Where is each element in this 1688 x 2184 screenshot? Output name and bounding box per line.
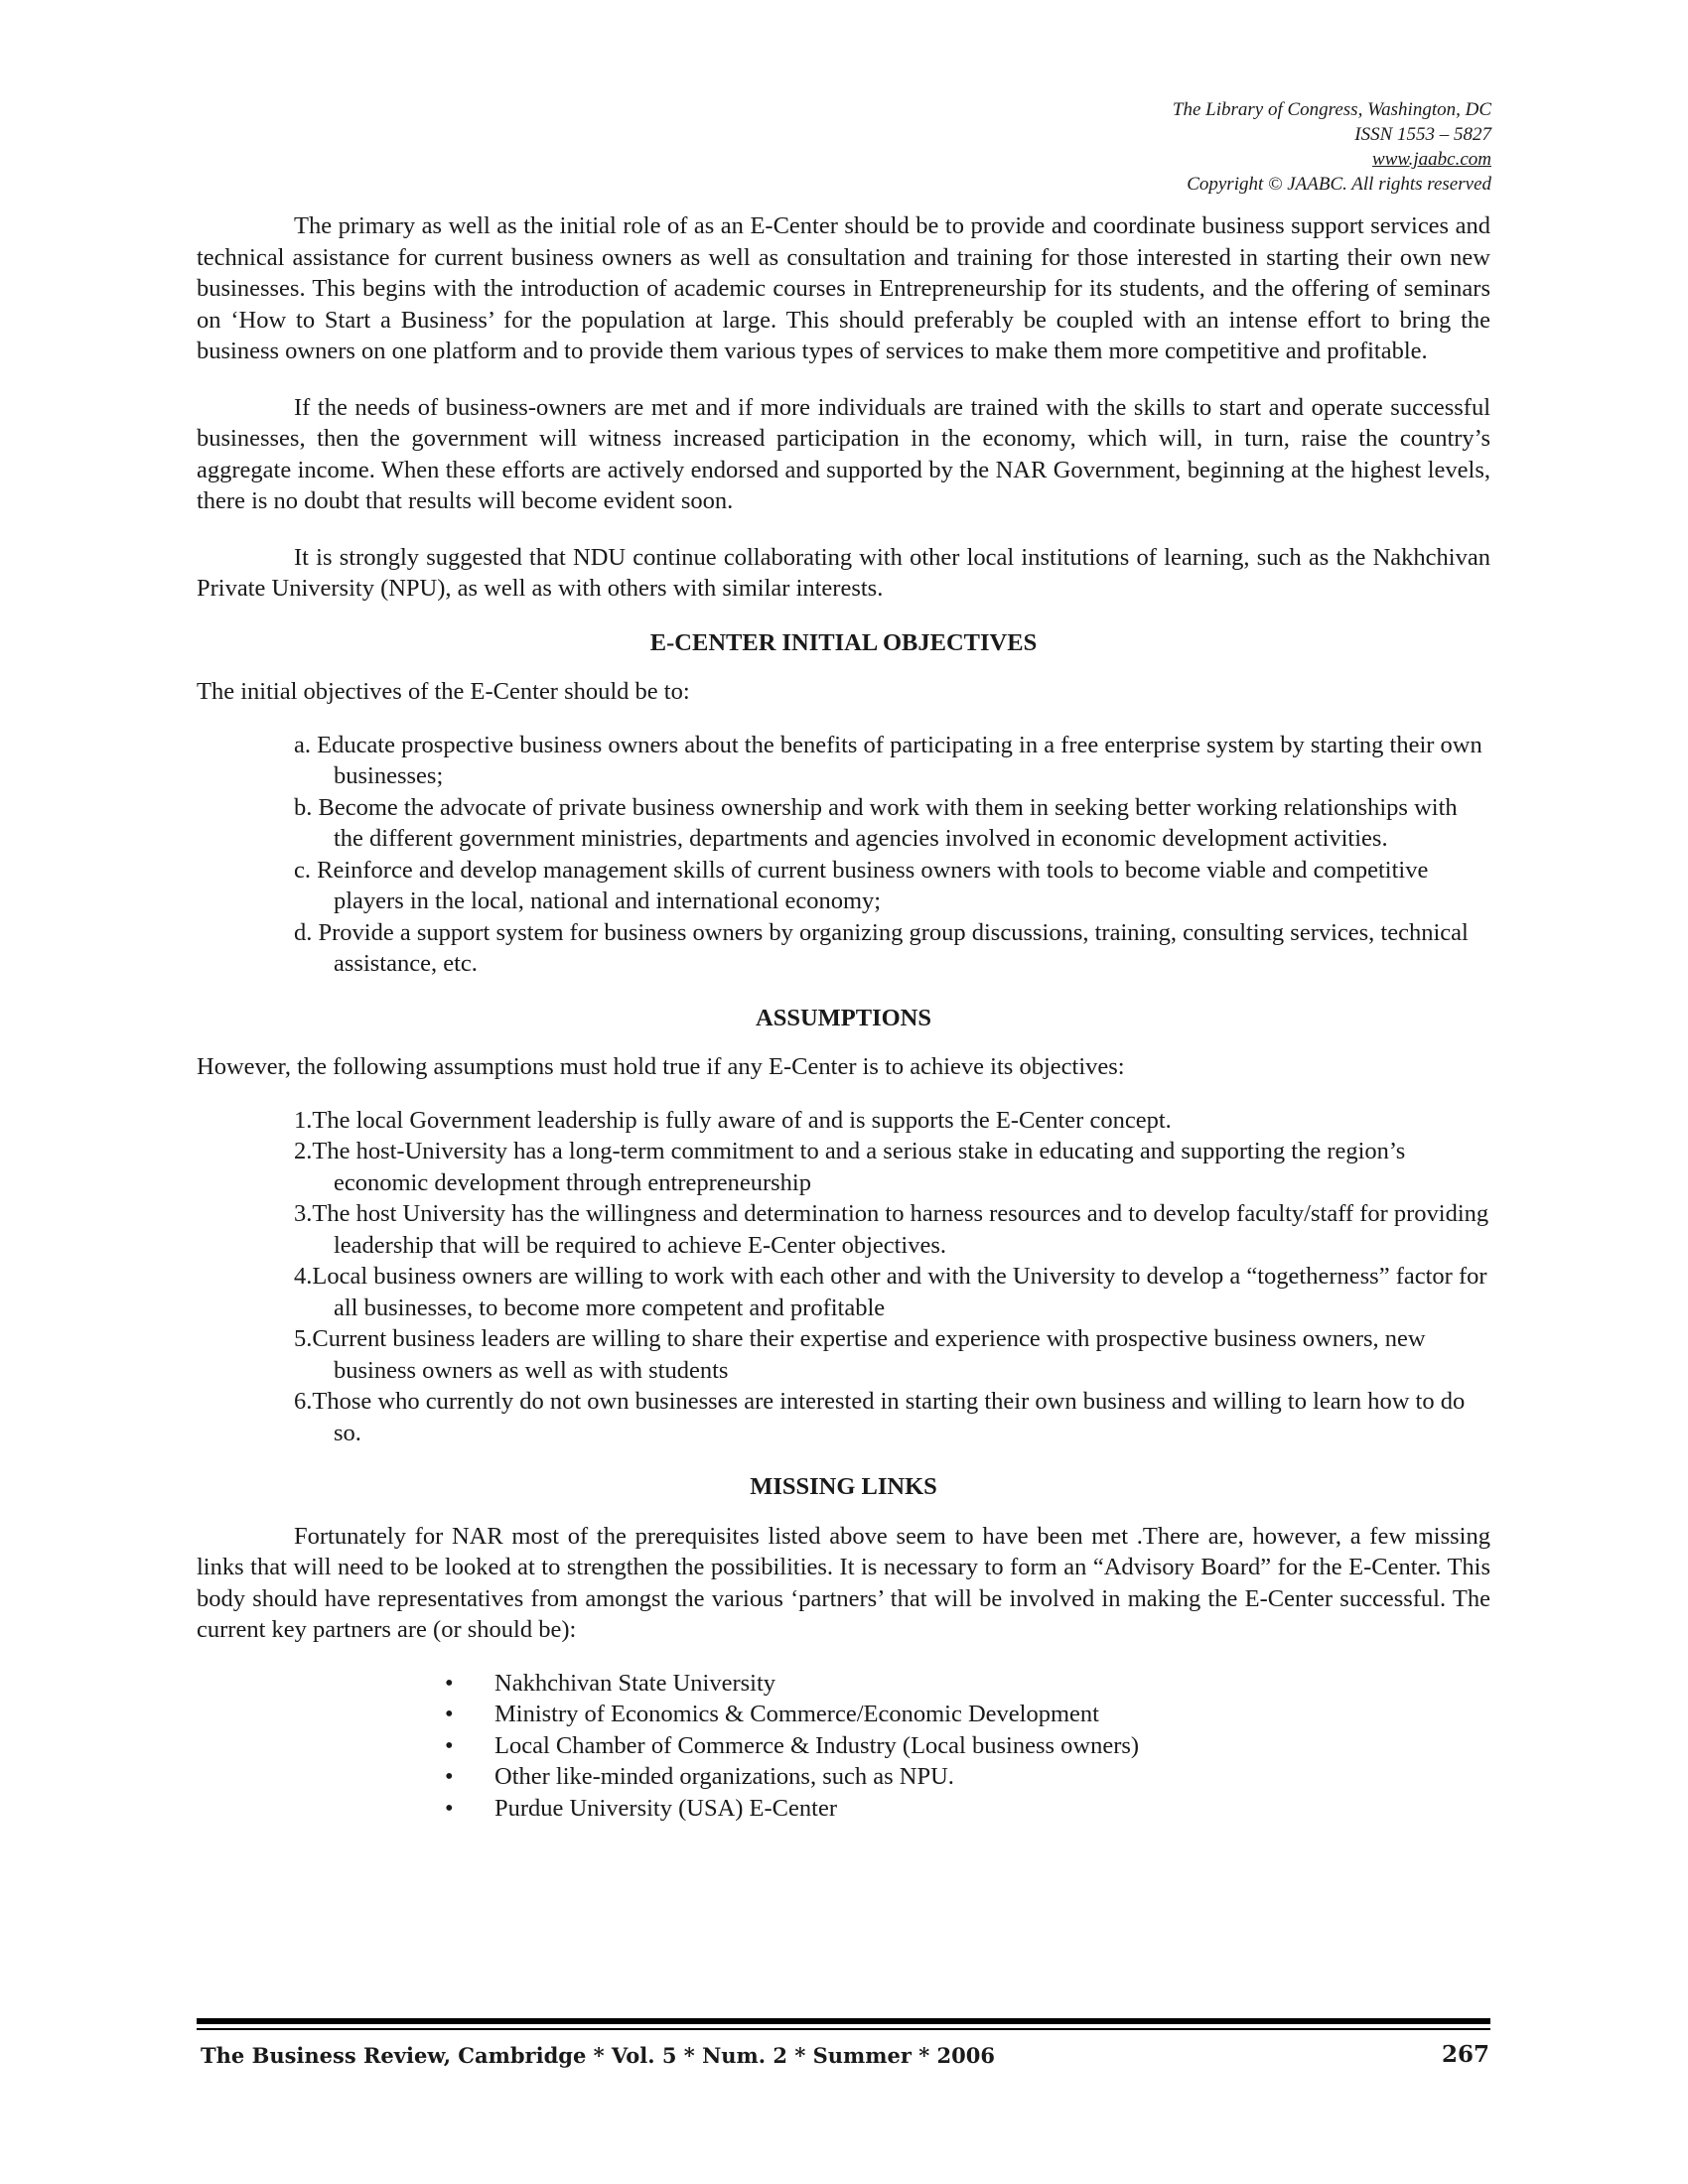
assumptions-list <box>197 1105 1490 1449</box>
footer-page-number: 267 <box>1441 2041 1489 2068</box>
partner-item <box>197 1699 1490 1730</box>
partner-label: Other like-minded organizations, such as NPU. <box>494 1763 954 1790</box>
assumption-item-2: 2.The host-University has a long-term commitment to and a serious stake in educating and supporting the region’s economic development through entrepreneurship <box>294 1138 1406 1196</box>
footer-journal-citation: The Business Review, Cambridge * Vol. 5 * Num. 2 * Summer * 2006 <box>201 2043 995 2068</box>
header-copyright-line: Copyright © JAABC. All rights reserved <box>1187 174 1491 195</box>
bullet-icon: • <box>445 1669 454 1697</box>
partner-item <box>197 1730 1490 1762</box>
assumption-item-5: 5.Current business leaders are willing to share their expertise and experience with prospective business owners, new business owners as well as with students <box>294 1325 1426 1384</box>
footer-rule-thick <box>197 2018 1490 2024</box>
header-url-link[interactable]: www.jaabc.com <box>1372 149 1491 170</box>
partner-label: Local Chamber of Commerce & Industry (Local business owners) <box>494 1731 1140 1759</box>
objective-item-b: b. Become the advocate of private business ownership and work with them in seeking better working relationships with the different government ministries, departments and agencies involved in economic development activities. <box>294 793 1458 852</box>
objectives-intro: The initial objectives of the E-Center should be to: <box>197 678 690 705</box>
objective-item-d: d. Provide a support system for business owners by organizing group discussions, training, consulting services, technical assistance, etc. <box>294 918 1469 977</box>
partner-label: Purdue University (USA) E-Center <box>494 1794 837 1822</box>
bullet-icon: • <box>445 1794 454 1822</box>
intro-paragraph-2: If the needs of business-owners are met and if more individuals are trained with the skills to start and operate successful businesses, then the government will witness increased participation in the economy, which will, in turn, raise the country’s aggregate income. When these efforts are actively endorsed and supported by the NAR Government, beginning at the highest levels, there is no doubt that results will become evident soon. <box>197 393 1490 514</box>
objectives-list <box>197 730 1490 980</box>
footer-rule-thin <box>197 2028 1490 2030</box>
assumption-item-3: 3.The host University has the willingness and determination to harness resources and to develop faculty/staff for providing leadership that will be required to achieve E-Center objectives. <box>294 1200 1489 1259</box>
assumption-item-1: 1.The local Government leadership is fully aware of and is supports the E-Center concept. <box>294 1106 1172 1134</box>
page-header <box>1173 97 1491 197</box>
objective-item-a: a. Educate prospective business owners about the benefits of participating in a free enterprise system by starting their own businesses; <box>294 731 1482 789</box>
partner-label: Ministry of Economics & Commerce/Economic Development <box>494 1701 1099 1727</box>
section-heading-objectives: E-CENTER INITIAL OBJECTIVES <box>649 628 1038 656</box>
section-heading-missing-links: MISSING LINKS <box>750 1473 937 1500</box>
assumption-item-6: 6.Those who currently do not own businesses are interested in starting their own business and willing to learn how to do so. <box>294 1388 1466 1446</box>
header-issn-line: ISSN 1553 – 5827 <box>1354 124 1491 145</box>
intro-paragraph-1: The primary as well as the initial role of as an E-Center should be to provide and coordinate business support services and technical assistance for current business owners as well as consultation and training for those interested in starting their own new businesses. This begins with the introduction of academic courses in Entrepreneurship for its students, and the offering of seminars on ‘How to Start a Business’ for the population at large. This should preferably be coupled with an intense effort to bring the business owners on one platform and to provide them various types of services to make them more competitive and profitable. <box>197 212 1490 364</box>
partner-item <box>197 1668 1490 1700</box>
assumptions-intro: However, the following assumptions must hold true if any E-Center is to achieve its objectives: <box>197 1053 1125 1080</box>
objective-item-c: c. Reinforce and develop management skills of current business owners with tools to become viable and competitive players in the local, national and international economy; <box>294 856 1429 914</box>
missing-links-paragraph: Fortunately for NAR most of the prerequisites listed above seem to have been met .There are, however, a few missing links that will need to be looked at to strengthen the possibilities. It is necessary to form an “Advisory Board” for the E-Center. This body should have representatives from amongst the various ‘partners’ that will be involved in making the E-Center successful. The current key partners are (or should be): <box>197 1522 1490 1643</box>
bullet-icon: • <box>445 1731 454 1759</box>
header-library-line: The Library of Congress, Washington, DC <box>1172 99 1491 120</box>
partners-list <box>197 1668 1490 1825</box>
assumption-item-4: 4.Local business owners are willing to work with each other and with the University to develop a “togetherness” factor for all businesses, to become more competent and profitable <box>294 1263 1487 1321</box>
article-body <box>197 210 1490 1824</box>
partner-label: Nakhchivan State University <box>494 1669 776 1697</box>
bullet-icon: • <box>445 1763 454 1790</box>
intro-paragraph-3: It is strongly suggested that NDU continue collaborating with other local institutions of learning, such as the Nakhchivan Private University (NPU), as well as with others with similar interests. <box>197 543 1490 602</box>
partner-item <box>197 1793 1490 1825</box>
section-heading-assumptions: ASSUMPTIONS <box>756 1004 931 1031</box>
bullet-icon: • <box>445 1701 454 1727</box>
partner-item <box>197 1761 1490 1793</box>
